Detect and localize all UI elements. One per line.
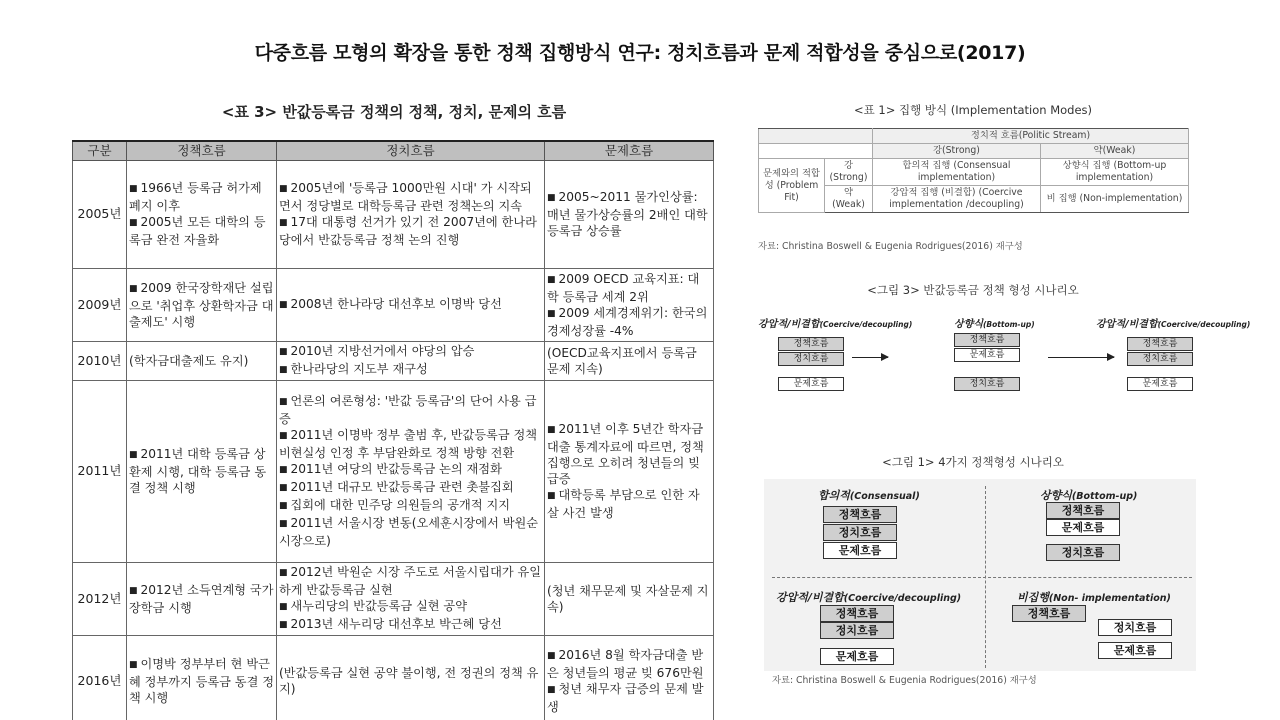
row-year: 2011년	[73, 380, 127, 562]
bullet-item: ■ 청년 채무자 급증의 문제 발생	[547, 681, 711, 715]
figure3-g2-problem-box: 문제흐름	[954, 348, 1020, 362]
policy-stream-cell	[127, 341, 277, 380]
figure3-label-3	[1096, 315, 1250, 330]
table1-weak-label: 약 (Weak)	[825, 186, 873, 213]
policy-stream-cell	[127, 562, 277, 635]
bullet-item: ■ 2011년 대학 등록금 상환제 시행, 대학 등록금 동결 정책 시행	[129, 446, 274, 496]
row-year: 2010년	[73, 341, 127, 380]
table1-bottom-up: 상향식 집행 (Bottom-up implementation)	[1041, 159, 1189, 186]
bullet-item: ■ 2011년 이후 5년간 학자금대출 통계자료에 따르면, 정책집행으로 오히려 청년들의 빚 급증	[547, 421, 711, 487]
problem-stream-cell	[545, 341, 714, 380]
figure3-label-1-sub: (Coercive/decoupling)	[819, 320, 913, 329]
figure1-q4-policy-box: 정책흐름	[1012, 605, 1086, 622]
figure1-q1-main: 합의적	[818, 489, 850, 502]
table1-politic-stream: 정치적 흐름(Politic Stream)	[873, 129, 1189, 144]
figure1-q2-label	[1040, 487, 1137, 503]
table1-caption: <표 1> 집행 방식 (Implementation Modes)	[853, 103, 1093, 117]
bullet-item: ■ 2011년 이명박 정부 출범 후, 반값등록금 정책 비현실성 인정 후 부담완화로 정책 방향 전환	[279, 427, 542, 461]
table3	[72, 140, 714, 720]
figure1-horizontal-divider	[772, 577, 1192, 578]
table-row	[73, 635, 714, 720]
bullet-item: ■ 2011년 여당의 반값등록금 논의 재점화	[279, 461, 542, 479]
politics-stream-cell	[277, 562, 545, 635]
problem-stream-cell	[545, 268, 714, 341]
bullet-item: ■ 2011년 서울시장 변동(오세훈시장에서 박원순 시장으로)	[279, 515, 542, 549]
figure3-arrow-1	[852, 357, 888, 358]
politics-stream-cell	[277, 160, 545, 268]
header-category: 구분	[73, 141, 127, 160]
figure1-q3-politics-box: 정치흐름	[820, 622, 894, 639]
row-year: 2012년	[73, 562, 127, 635]
bullet-item: ■ 새누리당의 반값등록금 실현 공약	[279, 598, 542, 616]
figure1-q1-label	[818, 487, 920, 503]
note-item: (청년 채무문제 및 자살문제 지속)	[547, 583, 709, 614]
bullet-item: ■ 2009 한국장학재단 설립으로 '취업후 상환학자금 대출제도' 시행	[129, 280, 274, 330]
table1-corner2	[759, 144, 873, 159]
table1-coercive: 강압적 집행 (비결합) (Coercive implementation /decoupling)	[873, 186, 1041, 213]
table1-strong-header: 강(Strong)	[873, 144, 1041, 159]
row-year: 2005년	[73, 160, 127, 268]
problem-stream-cell	[545, 562, 714, 635]
problem-stream-cell	[545, 635, 714, 720]
table1-source: 자료: Christina Boswell & Eugenia Rodrigues(2016) 재구성	[758, 241, 1023, 252]
figure1-q2-problem-box: 문제흐름	[1046, 519, 1120, 536]
bullet-item: ■ 집회에 대한 민주당 의원들의 공개적 지지	[279, 497, 542, 515]
problem-stream-cell	[545, 380, 714, 562]
policy-stream-cell	[127, 380, 277, 562]
figure1-q2-policy-box: 정책흐름	[1046, 502, 1120, 519]
table-row	[73, 160, 714, 268]
figure1-q4-politics-box: 정치흐름	[1098, 619, 1172, 636]
figure3-g1-problem-box: 문제흐름	[778, 377, 844, 391]
bullet-item: ■ 2005년 모든 대학의 등록금 완전 자율화	[129, 214, 274, 248]
figure3-g3-policy-box: 정책흐름	[1127, 337, 1193, 351]
bullet-item: ■ 2013년 새누리당 대선후보 박근혜 당선	[279, 616, 542, 634]
row-year: 2016년	[73, 635, 127, 720]
figure1-source: 자료: Christina Boswell & Eugenia Rodrigues(2016) 재구성	[772, 675, 1037, 686]
table3-header-row	[73, 141, 714, 160]
bullet-item: ■ 2009 세계경제위기: 한국의 경제성장률 -4%	[547, 305, 711, 339]
bullet-item: ■ 2011년 대규모 반값등록금 관련 촛불집회	[279, 479, 542, 497]
bullet-item: ■ 2012년 박원순 시장 주도로 서울시립대가 유일하게 반값등록금 실현	[279, 564, 542, 598]
figure3-label-2	[954, 315, 1035, 330]
table3-caption: <표 3> 반값등록금 정책의 정책, 정치, 문제의 흐름	[221, 103, 567, 121]
header-policy-stream: 정책흐름	[127, 141, 277, 160]
figure1-q4-main: 비집행	[1017, 591, 1049, 604]
figure3-g2-policy-box: 정책흐름	[954, 333, 1020, 347]
figure1-q3-problem-box: 문제흐름	[820, 648, 894, 665]
figure1-q2-politics-box: 정치흐름	[1046, 544, 1120, 561]
politics-stream-cell	[277, 380, 545, 562]
table1-corner	[759, 129, 873, 144]
table-row	[73, 268, 714, 341]
slide-title: 다중흐름 모형의 확장을 통한 정책 집행방식 연구: 정치흐름과 문제 적합성을 중심으로(2017)	[254, 42, 1026, 64]
figure3-g1-politics-box: 정치흐름	[778, 352, 844, 366]
figure1-q4-label	[1017, 589, 1171, 605]
table-row	[73, 562, 714, 635]
figure3-g1-policy-box: 정책흐름	[778, 337, 844, 351]
politics-stream-cell	[277, 635, 545, 720]
figure3-label-1	[758, 315, 912, 330]
bullet-item: ■ 한나라당의 지도부 재구성	[279, 361, 542, 379]
policy-stream-cell	[127, 268, 277, 341]
policy-stream-cell	[127, 160, 277, 268]
table1-consensual: 합의적 집행 (Consensual implementation)	[873, 159, 1041, 186]
figure1-q2-main: 상향식	[1040, 489, 1072, 502]
note-item: (반값등록금 실현 공약 불이행, 전 정권의 정책 유지)	[279, 665, 539, 696]
politics-stream-cell	[277, 268, 545, 341]
table1-row-header: 문제와의 적합성 (Problem Fit)	[759, 159, 825, 213]
figure3-label-3-main: 강압적/비결합	[1096, 319, 1158, 330]
bullet-item: ■ 언론의 여론형성: '반값 등록금'의 단어 사용 급증	[279, 393, 542, 427]
policy-stream-cell	[127, 635, 277, 720]
figure1-q1-problem-box: 문제흐름	[823, 542, 897, 559]
bullet-item: ■ 1966년 등록금 허가제 폐지 이후	[129, 180, 274, 214]
bullet-item: ■ 17대 대통령 선거가 있기 전 2007년에 한나라당에서 반값등록금 정책 논의 진행	[279, 214, 542, 248]
figure1-q2-sub: (Bottom-up)	[1071, 491, 1138, 502]
figure1-q1-politics-box: 정치흐름	[823, 524, 897, 541]
note-item: (OECD교육지표에서 등록금 문제 지속)	[547, 345, 697, 376]
figure1-caption: <그림 1> 4가지 정책형성 시나리오	[882, 455, 1064, 469]
figure1-q3-label	[776, 589, 961, 605]
figure3-label-3-sub: (Coercive/decoupling)	[1157, 320, 1251, 329]
problem-stream-cell	[545, 160, 714, 268]
figure3-caption: <그림 3> 반값등록금 정책 형성 시나리오	[867, 283, 1079, 297]
figure3-label-1-main: 강압적/비결합	[758, 319, 820, 330]
table1-weak-header: 약(Weak)	[1041, 144, 1189, 159]
row-year: 2009년	[73, 268, 127, 341]
figure1-q4-problem-box: 문제흐름	[1098, 642, 1172, 659]
figure1-q3-policy-box: 정책흐름	[820, 605, 894, 622]
bullet-item: ■ 이명박 정부부터 현 박근혜 정부까지 등록금 동결 정책 시행	[129, 656, 274, 706]
bullet-item: ■ 2010년 지방선거에서 야당의 압승	[279, 343, 542, 361]
figure1-q3-main: 강압적/비결합	[776, 591, 844, 604]
header-problem-stream: 문제흐름	[545, 141, 714, 160]
table-row	[73, 380, 714, 562]
note-item: (학자금대출제도 유지)	[129, 353, 249, 368]
figure1-q3-sub: (Coercive/decoupling)	[843, 593, 962, 604]
header-politics-stream: 정치흐름	[277, 141, 545, 160]
table1-non-implementation: 비 집행 (Non-implementation)	[1041, 186, 1189, 213]
bullet-item: ■ 2016년 8월 학자금대출 받은 청년들의 평균 빚 676만원	[547, 647, 711, 681]
bullet-item: ■ 2005~2011 물가인상률: 매년 물가상승률의 2배인 대학 등록금 상승률	[547, 189, 711, 239]
figure3-g3-politics-box: 정치흐름	[1127, 352, 1193, 366]
bullet-item: ■ 대학등록 부담으로 인한 자살 사건 발생	[547, 487, 711, 521]
figure3-arrow-2	[1048, 357, 1114, 358]
bullet-item: ■ 2009 OECD 교육지표: 대학 등록금 세계 2위	[547, 271, 711, 305]
figure1-q1-policy-box: 정책흐름	[823, 506, 897, 523]
figure3-g3-problem-box: 문제흐름	[1127, 377, 1193, 391]
figure3-label-2-main: 상향식	[954, 319, 983, 330]
bullet-item: ■ 2005년에 '등록금 1000만원 시대' 가 시작되면서 정당별로 대학등록금 관련 정책논의 지속	[279, 180, 542, 214]
figure3-label-2-sub: (Bottom-up)	[982, 320, 1035, 329]
figure1-q4-sub: (Non- implementation)	[1048, 593, 1171, 604]
bullet-item: ■ 2008년 한나라당 대선후보 이명박 당선	[279, 296, 542, 314]
figure3-g2-politics-box: 정치흐름	[954, 377, 1020, 391]
table1-strong-label: 강 (Strong)	[825, 159, 873, 186]
table1	[758, 128, 1189, 213]
table-row	[73, 341, 714, 380]
figure1-q1-sub: (Consensual)	[849, 491, 920, 502]
bullet-item: ■ 2012년 소득연계형 국가장학금 시행	[129, 582, 274, 616]
politics-stream-cell	[277, 341, 545, 380]
